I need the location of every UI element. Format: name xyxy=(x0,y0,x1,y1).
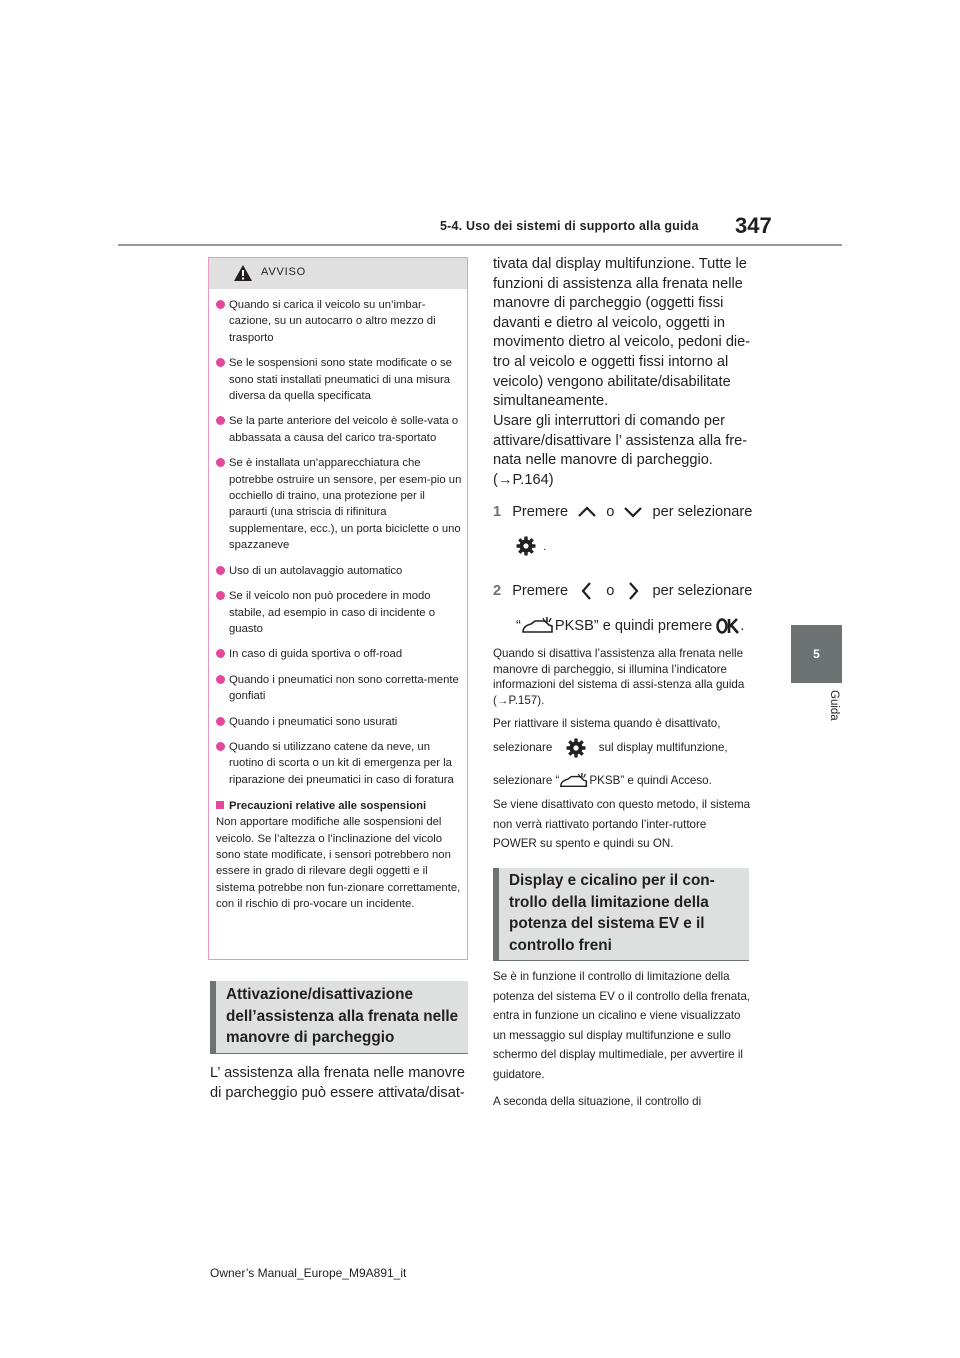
page-reference: (→P.164) xyxy=(493,472,554,488)
note-paragraph: Se viene disattivato con questo metodo, il sistema non verrà riattivato portando l’inter-ruttore POWER su spento e quindi su ON. xyxy=(493,798,751,850)
step-1-line2 xyxy=(516,536,546,556)
note-text: PKSB” e quindi Acceso. xyxy=(589,774,712,787)
section-heading-text: Attivazione/disattivazione dell’assistenza alla frenata nelle manovre di parcheggio xyxy=(226,986,459,1046)
chapter-label: Guida xyxy=(828,690,840,721)
pksb-car-icon xyxy=(559,772,589,790)
section2-paragraph: Se è in funzione il controllo di limitazione della potenza del sistema EV o il controllo della frenata, entra in funzione un cicalino e viene visualizzato un messaggio sul display multifunzione e sullo schermo del display multimediale, per avvertire il guidatore. xyxy=(493,970,751,1081)
warning-item: Quando si utilizzano catene da neve, un ruotino di scorta o un kit di emergenza per la riparazione dei pneumatici in caso di foratura xyxy=(216,739,463,788)
step-text: Premere xyxy=(512,582,569,599)
step-1 xyxy=(493,503,752,523)
header-rule xyxy=(118,244,842,246)
gear-icon xyxy=(566,738,586,758)
section-heading-display xyxy=(493,868,749,961)
warning-item: Se le sospensioni sono state modificate o se sono stati installati pneumatici di una misura diversa da quella specificata xyxy=(216,355,463,404)
note-line xyxy=(493,771,712,791)
warning-triangle-icon xyxy=(233,264,253,282)
step-number: 2 xyxy=(493,582,502,599)
ok-icon xyxy=(716,617,740,635)
warning-item: Quando i pneumatici non sono corretta-mente gonfiati xyxy=(216,672,463,705)
warning-header xyxy=(209,258,467,289)
section1-paragraph: L’ assistenza alla frenata nelle manovre di parcheggio può essere attivata/disat- xyxy=(210,1065,465,1101)
chapter-tab: 5 xyxy=(791,625,842,683)
gear-icon xyxy=(516,536,536,556)
chevron-left-icon xyxy=(578,580,596,602)
warning-item: Quando si carica il veicolo su un’imbar-cazione, su un autocarro o altro mezzo di trasporto xyxy=(216,297,463,346)
note-text: selezionare “ xyxy=(493,774,560,787)
step-text: Premere xyxy=(512,504,569,520)
step-text: “ xyxy=(516,617,521,634)
warning-box xyxy=(208,257,468,960)
warning-body xyxy=(216,297,463,913)
step-text: e quindi premere xyxy=(602,617,713,634)
section-rule xyxy=(210,1053,468,1054)
warning-item: In caso di guida sportiva o off-road xyxy=(216,646,463,662)
section2-paragraph: A seconda della situazione, il controllo di xyxy=(493,1095,702,1108)
step-text: per selezionare xyxy=(652,504,753,520)
step-number: 1 xyxy=(493,504,502,520)
chevron-up-icon xyxy=(576,505,598,519)
section-heading-text: Display e cicalino per il con-trollo della limitazione della potenza del sistema EV e il controllo freni xyxy=(509,872,715,954)
step-text: per selezionare xyxy=(652,582,753,599)
warning-item: Se è installata un’apparecchiatura che potrebbe ostruire un sensore, per esem-pio un occhiello di traino, una protezione per il paraurti (una striscia di rifinitura supplementare, ecc.), un porta biciclette o uno spazzaneve xyxy=(216,455,463,553)
step-text: . xyxy=(543,538,547,553)
warning-subheading: Precauzioni relative alle sospensioni xyxy=(216,798,463,814)
page-number: 347 xyxy=(735,213,772,238)
step-2 xyxy=(493,580,752,602)
step-2-line2 xyxy=(516,616,744,636)
note-line: Per riattivare il sistema quando è disattivato, xyxy=(493,717,721,730)
section-heading-activation xyxy=(210,981,468,1054)
chevron-right-icon xyxy=(624,580,642,602)
section-rule xyxy=(493,960,749,961)
warning-item: Uso di un autolavaggio automatico xyxy=(216,563,463,579)
usage-paragraph: Usare gli interruttori di comando per attivare/disattivare l’ assistenza alla fre-nata nelle manovre di parcheggio. xyxy=(493,413,748,469)
footer-text: Owner’s Manual_Europe_M9A891_it xyxy=(210,1266,407,1280)
pksb-car-icon xyxy=(521,616,555,636)
note-paragraph: Quando si disattiva l’assistenza alla frenata nelle manovre di parcheggio, si illumina l’indicatore informazioni del sistema di assi-stenza alla guida (→P.157). xyxy=(493,647,745,707)
continued-paragraph: tivata dal display multifunzione. Tutte le funzioni di assistenza alla frenata nelle manovre di parcheggio (oggetti fissi davanti e dietro al veicolo, oggetti in movimento dietro al veicolo, pedoni die-tro al veicolo e oggetti fissi intorno al veicolo) vengono abilitate/disabilitate simultaneamente. xyxy=(493,256,751,410)
warning-item: Se il veicolo non può procedere in modo stabile, ad esempio in caso di incidente o guasto xyxy=(216,588,463,637)
warning-paragraph: Non apportare modifiche alle sospensioni del veicolo. Se l’altezza o l’inclinazione del vicolo sono state modificate, i sensori potrebbero non essere in grado di rilevare degli oggetti e il sistema potrebbe non fun-zionare correttamente, con il rischio di pro-vocare un incidente. xyxy=(216,816,461,911)
warning-item: Se la parte anteriore del veicolo è solle-vata o abbassata a causa del carico tra-sportato xyxy=(216,413,463,446)
warning-item: Quando i pneumatici sono usurati xyxy=(216,714,463,730)
step-text: PKSB” xyxy=(554,617,599,634)
chevron-down-icon xyxy=(622,505,644,519)
warning-title: AVVISO xyxy=(261,266,306,278)
step-text: o xyxy=(606,504,615,520)
note-text: sul display multifunzione, xyxy=(598,741,728,755)
step-text: o xyxy=(606,582,615,599)
step-text: . xyxy=(740,617,745,634)
note-line xyxy=(493,738,728,758)
note-text: selezionare xyxy=(493,741,553,755)
section-title: 5-4. Uso dei sistemi di supporto alla guida xyxy=(440,219,699,233)
